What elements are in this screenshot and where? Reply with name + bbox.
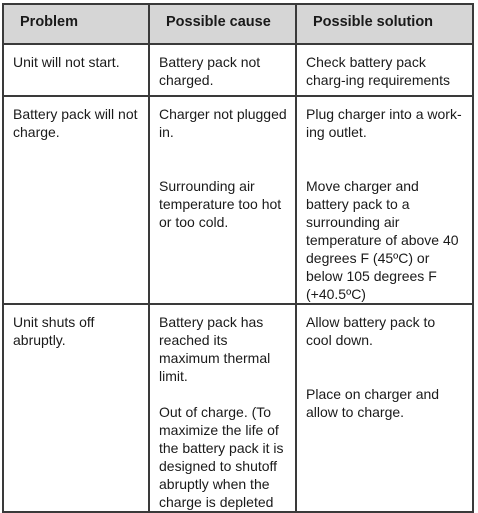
table-row [3,96,473,304]
problem-text: Unit will not start. [13,54,120,70]
cause-cell [149,96,296,304]
cause-cell [149,44,296,96]
solution-text: Plug charger into a work-ing outlet. [306,106,462,140]
solution-text: Move charger and battery pack to a surrounding air temperature of above 40 degrees F (45ºC) or below 105 degrees F (+40.5ºC) [306,178,459,302]
cause-text: Battery pack has reached its maximum thermal limit. [159,314,271,384]
problem-cell [3,44,149,96]
header-possible-solution: Possible solution [296,4,473,44]
solution-cell [296,96,473,304]
solution-cell [296,304,473,512]
problem-text: Unit shuts off abruptly. [13,314,95,348]
cause-text: Battery pack not charged. [159,54,261,88]
solution-text: Check battery pack charg-ing requirements [306,54,450,88]
cause-cell [149,304,296,512]
solution-text: Allow battery pack to cool down. [306,314,436,348]
cause-text: Surrounding air temperature too hot or too cold. [159,178,282,230]
problem-cell [3,304,149,512]
header-possible-cause: Possible cause [149,4,296,44]
header-problem: Problem [3,4,149,44]
table-header [3,4,473,44]
table-row [3,304,473,512]
troubleshooting-table [2,3,474,513]
solution-cell [296,44,473,96]
problem-cell [3,96,149,304]
cause-text: Out of charge. (To maximize the life of the battery pack it is designed to shutoff abruptly when the charge is depleted [159,404,284,510]
solution-text: Place on charger and allow to charge. [306,386,440,420]
problem-text: Battery pack will not charge. [13,106,138,140]
cause-text: Charger not plugged in. [159,106,287,140]
header-row [3,4,473,44]
table-row [3,44,473,96]
